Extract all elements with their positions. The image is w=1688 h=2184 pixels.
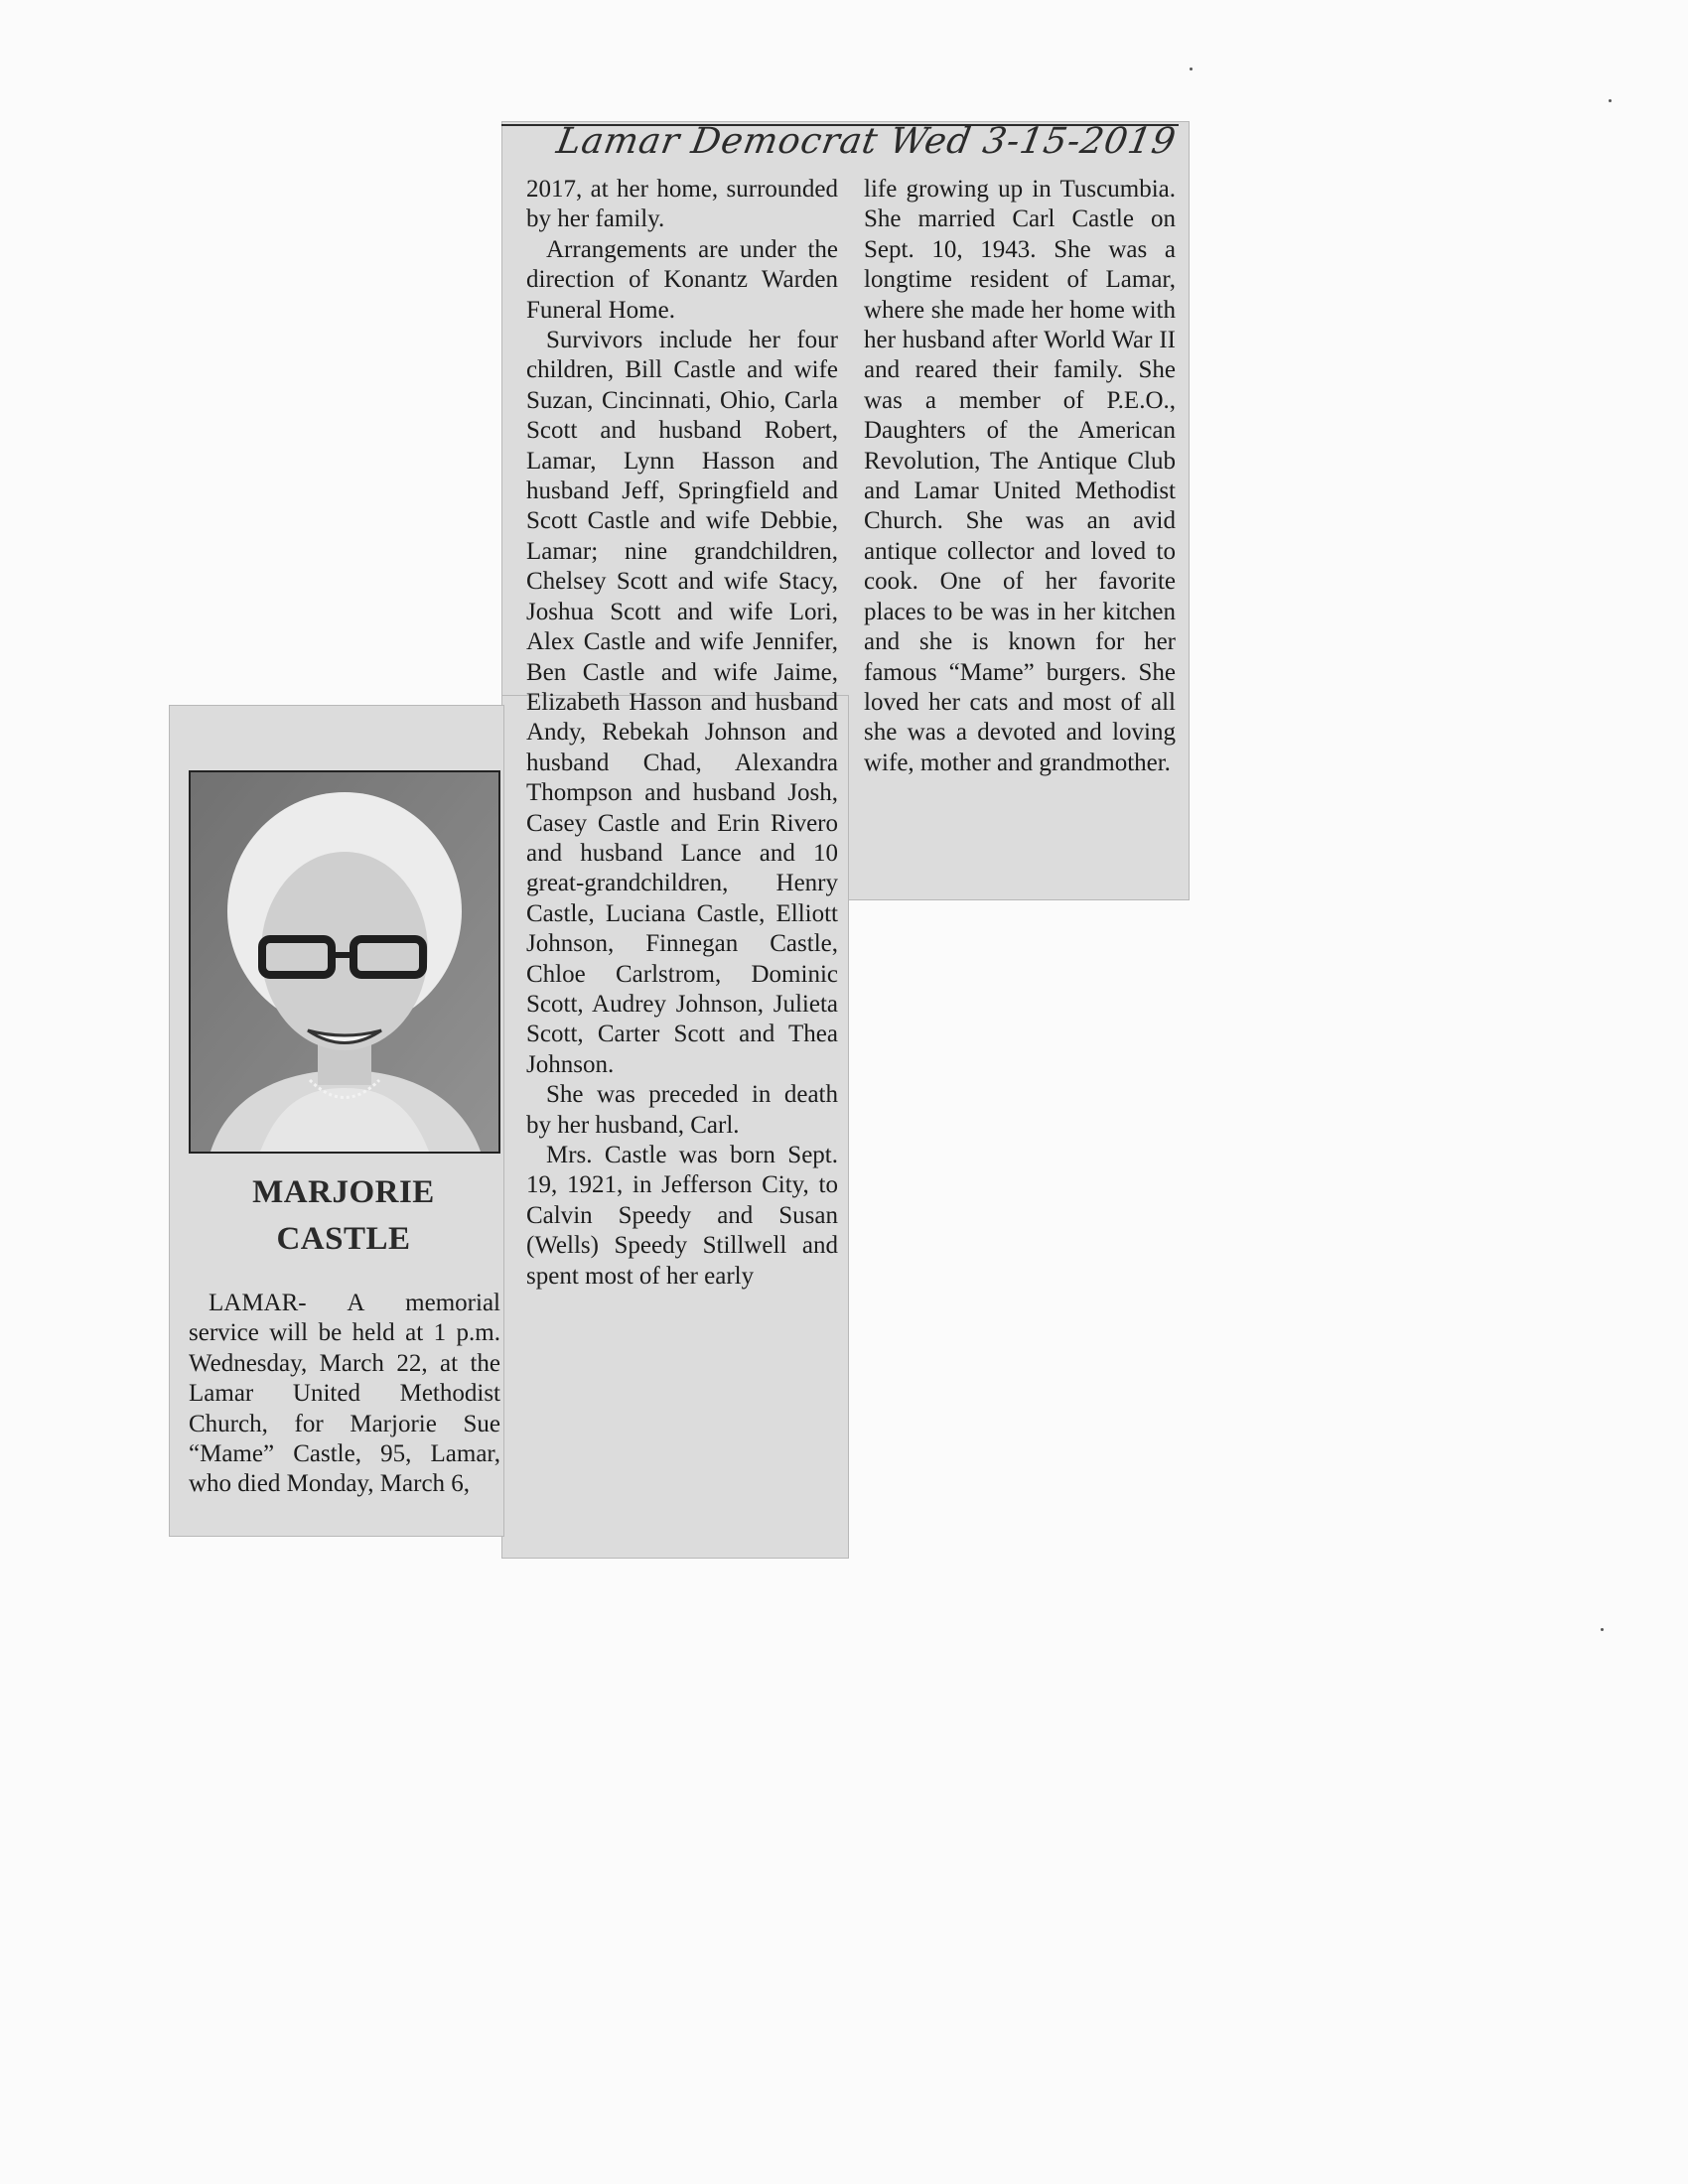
portrait-photo: [189, 770, 500, 1154]
paragraph: Arrangements are under the direction of Konantz Warden Funeral Home.: [526, 235, 838, 324]
scan-speck: [1609, 99, 1612, 102]
paragraph: 2017, at her home, surrounded by her family.: [526, 176, 838, 233]
scan-speck: [1601, 1628, 1604, 1631]
paragraph: life growing up in Tuscumbia. She married Carl Castle on Sept. 10, 1943. She was a longtime resident of Lamar, where she made her home with her husband after World War II and reared their family. She was a member of P.E.O., Daughters of the American Revolution, The Antique Club and Lamar United Methodist Church. She was an avid antique collector and loved to cook. One of her favorite places to be was in her kitchen and she is known for her famous “Mame” burgers. She loved her cats and most of all she was a devoted and loving wife, mother and grandmother.: [864, 176, 1176, 776]
obituary-column-3: [864, 175, 1176, 778]
paragraph: LAMAR- A memorial service will be held at 1 p.m. Wednesday, March 22, at the Lamar United Methodist Church, for Marjorie Sue “Mame” Castle, 95, Lamar, who died Monday, March 6,: [189, 1290, 500, 1498]
obituary-column-1: [189, 1289, 500, 1500]
handwritten-note: Lamar Democrat Wed 3-15-2019: [553, 121, 1180, 162]
portrait-illustration: [191, 772, 498, 1152]
obituary-name: [169, 1169, 518, 1263]
obituary-column-2: [526, 175, 838, 1292]
name-last: CASTLE: [276, 1221, 411, 1257]
paragraph: Survivors include her four children, Bill Castle and wife Suzan, Cincinnati, Ohio, Carla Scott and husband Robert, Lamar, Lynn Hasson and husband Jeff, Springfield and Scott Castle and wife Debbie, Lamar; nine grandchildren, Chelsey Scott and wife Stacy, Joshua Scott and wife Lori, Alex Castle and wife Jennifer, Ben Castle and wife Jaime, Elizabeth Hasson and husband Andy, Rebekah Johnson and husband Chad, Alexandra Thompson and husband Josh, Casey Castle and Erin Rivero and husband Lance and 10 great-grandchildren, Henry Castle, Luciana Castle, Elliott Johnson, Finnegan Castle, Chloe Carlstrom, Dominic Scott, Audrey Johnson, Julieta Scott, Carter Scott and Thea Johnson.: [526, 327, 838, 1078]
name-first: MARJORIE: [252, 1174, 435, 1210]
scan-speck: [1190, 68, 1193, 70]
paragraph: She was preceded in death by her husband, Carl.: [526, 1081, 838, 1139]
paragraph: Mrs. Castle was born Sept. 19, 1921, in Jefferson City, to Calvin Speedy and Susan (Wells) Speedy Stillwell and spent most of her early: [526, 1142, 838, 1290]
